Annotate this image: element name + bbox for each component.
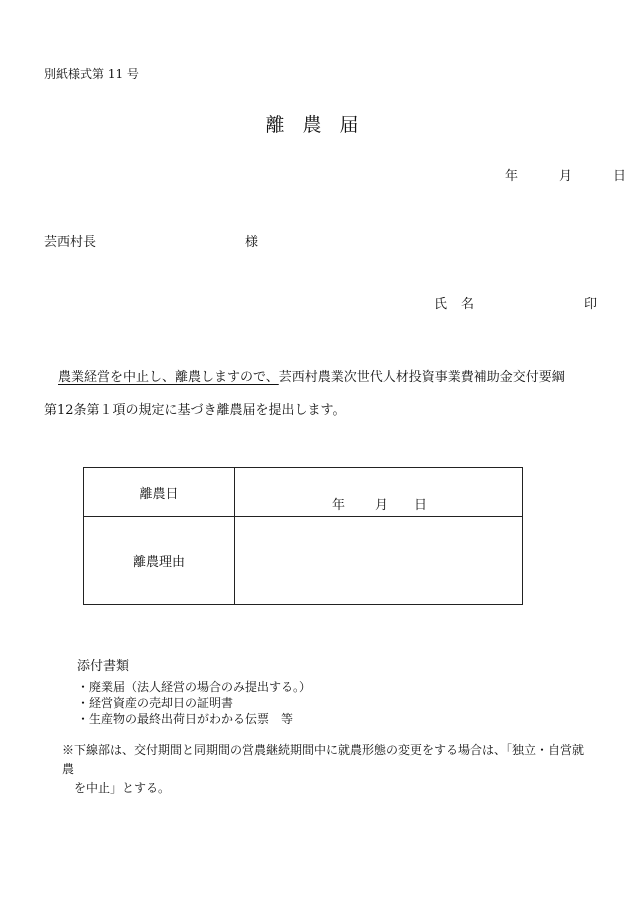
form-number: 別紙様式第 11 号 <box>44 67 139 81</box>
attachments-heading: 添付書類 <box>77 659 130 674</box>
footnote-line2: を中止」とする。 <box>74 781 171 795</box>
addressee: 芸西村長 <box>44 235 97 250</box>
submission-date-year: 年 <box>505 169 519 184</box>
exit-date-field[interactable] <box>235 468 523 517</box>
name-label: 氏名 <box>434 297 489 312</box>
body-text-line2: 第12条第１項の規定に基づき離農届を提出します。 <box>44 403 346 418</box>
submission-date-day: 日 <box>613 169 627 184</box>
submission-date-month: 月 <box>559 169 573 184</box>
exit-date-year: 年 <box>332 498 346 513</box>
attachment-item: ・廃業届（法人経営の場合のみ提出する。） <box>77 680 312 694</box>
footnote <box>62 741 587 798</box>
attachment-item: ・経営資産の売却日の証明書 <box>77 696 234 710</box>
exit-date-month: 月 <box>375 498 389 513</box>
footnote-line1: ※下線部は、交付期間と同期間の営農継続期間中に就農形態の変更をする場合は、「独立・自営就農 <box>62 743 585 776</box>
table-row <box>84 468 523 517</box>
exit-date-label: 離農日 <box>84 468 235 517</box>
seal-mark: 印 <box>584 297 598 312</box>
body-text-line1-rest: 芸西村農業次世代人材投資事業費補助金交付要綱 <box>278 370 565 385</box>
attachment-item: ・生産物の最終出荷日がわかる伝票 等 <box>77 712 294 726</box>
farm-exit-table <box>83 467 523 605</box>
exit-date-day: 日 <box>414 498 428 513</box>
honorific: 様 <box>245 235 259 250</box>
body-text-line1 <box>58 366 565 385</box>
exit-reason-field[interactable] <box>235 517 523 605</box>
underlined-phrase: 農業経営を中止し、離農しますので、 <box>58 370 279 385</box>
table-row <box>84 517 523 605</box>
exit-reason-label: 離農理由 <box>84 517 235 605</box>
document-title: 離 農 届 <box>265 114 365 136</box>
